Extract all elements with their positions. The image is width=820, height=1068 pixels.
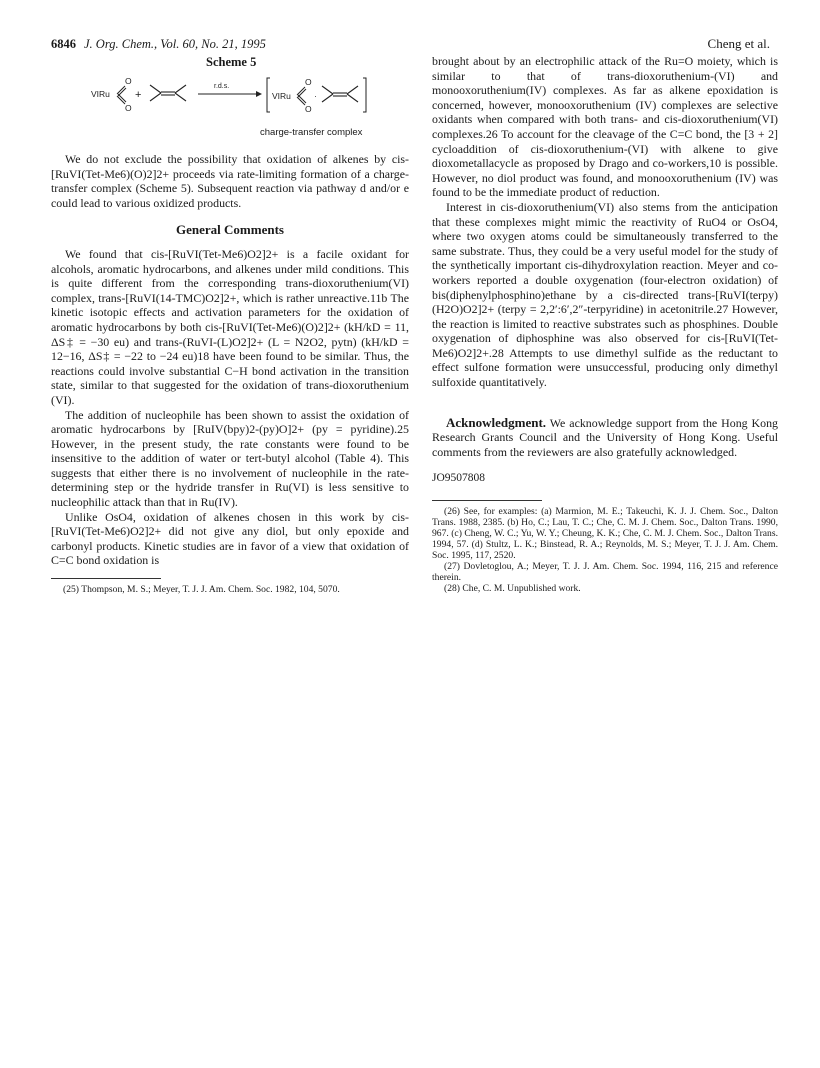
- footnotes-left: [51, 584, 409, 595]
- svg-text:O: O: [125, 76, 132, 86]
- footnote-divider: [432, 500, 542, 501]
- paragraph-electrophilic-attack: brought about by an electrophilic attack of the Ru=O moiety, which is similar to that of trans-dioxoruthenium-(VI) and monooxoruthenium(IV) complexes. As far as alkene epoxidation is concerned, however, monooxoruthenium (IV) complexes are selective oxidants when compared with both trans- and cis-dioxoruthenium(VI) complexes.26 To account for the cleavage of the C=C bond, the [3 + 2] cycloaddition of cis-dioxoruthenium-(VI) with alkene to give dioxometallacycle as proposed by Drago and co-workers,10 is possible. However, no diol product was found, and monooxoruthenium (IV) was found to be the immediate product of reduction.: [432, 54, 778, 200]
- footnotes-right: [432, 506, 778, 594]
- acknowledgment: [432, 416, 778, 460]
- running-header-authors: Cheng et al.: [707, 36, 770, 51]
- acknowledgment-heading: Acknowledgment.: [446, 414, 547, 430]
- svg-text:O: O: [125, 103, 132, 113]
- footnote-26: (26) See, for examples: (a) Marmion, M. E.; Takeuchi, K. J. J. Chem. Soc., Dalton Trans. 1988, 2385. (b) Ho, C.; Lau, T. C.; Che, C. M. J. Chem. Soc., Dalton Trans. 1990, 967. (c) Cheng, W. C.; Yu, W. Y.; Cheung, K. K.; Che, C. M. J. Chem. Soc., Dalton Trans. 1994, 57. (d) Stultz, L. K.; Binstead, R. A.; Reynolds, M. S.; Meyer, T. J. J. Am. Chem. Soc. 1995, 117, 2520.: [432, 506, 778, 562]
- svg-text:·: ·: [314, 91, 317, 101]
- acknowledgment-body: We acknowledge support from the Hong Kong Research Grants Council and the University of Hong Kong. Useful comments from the reviewers are also gratefully acknowledged.: [432, 415, 778, 459]
- alkene-structure: [150, 85, 186, 101]
- footnote-25: (25) Thompson, M. S.; Meyer, T. J. J. Am. Chem. Soc. 1982, 104, 5070.: [63, 584, 340, 596]
- right-column: [432, 54, 778, 594]
- running-header-left: [51, 37, 266, 52]
- footnote-27: (27) Dovletoglou, A.; Meyer, T. J. J. Am. Chem. Soc. 1994, 116, 215 and reference therein.: [432, 561, 778, 584]
- scheme-caption: charge-transfer complex: [260, 127, 363, 138]
- paragraph-interest: Interest in cis-dioxoruthenium(VI) also stems from the anticipation that these complexes might mimic the reactivity of RuO4 or OsO4, where two oxygen atoms could be simultaneously transferred to the same substrate. Thus, they could be a very useful model for the study of the synthetically important cis-dihydroxylation reaction. Meyer and co-workers reported a double oxygenation (four-electron oxidation) of bis(diphenylphosphino)ethane by a cis-directed trans-[RuVI(terpy)(H2O)O2]2+ (terpy = 2,2′:6′,2″-terpyridine) in acetonitrile.27 However, the reaction is limited to reactive substrates such as phosphines. Double oxygenation of diphosphine was also observed for cis-[RuVI(Tet-Me6)O2]2+.28 Attempts to use dimethyl sulfide as the reductant to effect sulfone formation were unsuccessful, producing only dimethyl sulfoxide quantitatively.: [432, 199, 778, 390]
- svg-text:O: O: [305, 77, 312, 87]
- svg-text:O: O: [305, 104, 312, 114]
- manuscript-number: JO9507808: [432, 472, 486, 485]
- journal-citation: J. Org. Chem., Vol. 60, No. 21, 1995: [84, 37, 266, 51]
- plus-sign: +: [135, 89, 142, 101]
- section-heading-general-comments: General Comments: [176, 222, 284, 238]
- footnote-divider: [51, 578, 161, 579]
- left-column: [51, 152, 409, 595]
- ru-complex-label: VIRu: [272, 91, 291, 101]
- page-number: 6846: [51, 37, 76, 51]
- ru-reagent-label: VIRu: [91, 89, 110, 99]
- paragraph-nucleophile: The addition of nucleophile has been shown to assist the oxidation of aromatic hydrocarbons by [RuIV(bpy)2-(py)O]2+ (py = pyridine).25 However, in the present study, the rate constants were found to be insensitive to the addition of water or tert-butyl alcohol (Table 4). This suggests that either there is no involvement of nucleophile in the rate-determining step or the hydride transfer in Ru(VI) is less sensitive to nucleophilic attack than that in Ru(IV).: [51, 407, 409, 510]
- paragraph-charge-transfer: We do not exclude the possibility that oxidation of alkenes by cis-[RuVI(Tet-Me6)(O)2]2+ proceeds via rate-limiting formation of a charge-transfer complex (Scheme 5). Subsequent reaction via pathway d and/or e could lead to various oxidized products.: [51, 152, 409, 210]
- paragraph-unlike-oso4: Unlike OsO4, oxidation of alkenes chosen in this work by cis-[RuVI(Tet-Me6)O2]2+ did not give any diol, but only epoxide and carbonyl products. Kinetic studies are in favor of a view that oxidation of C=C bond oxidation is: [51, 509, 409, 568]
- footnote-28: (28) Che, C. M. Unpublished work.: [444, 583, 581, 595]
- rds-label: r.d.s.: [214, 83, 230, 90]
- scheme-title: Scheme 5: [206, 55, 257, 69]
- paragraph-facile-oxidant: We found that cis-[RuVI(Tet-Me6)O2]2+ is a facile oxidant for alcohols, aromatic hydrocarbons, and alkenes under mild conditions. This is quite different from the corresponding trans-dioxoruthenium(VI) complex, trans-[RuVI(14-TMC)O2]2+, which is rather unreactive.11b The kinetic isotopic effects and activation parameters for the oxidation of aromatic hydrocarbons by both cis-[RuVI(Tet-Me6)(O)2]2+ (kH/kD = 11, ΔS‡ = −30 eu) and trans-(RuVI-(L)O2]2+ (L = N2O2, pytn) (kH/kD = 12−16, ΔS‡ = −22 to −24 eu)18 have been found to be similar. Thus, the reactions could involve substantial C−H bond activation in the transition state, similar to that suggested for the oxidation of trans-dioxoruthenium (VI).: [51, 246, 409, 407]
